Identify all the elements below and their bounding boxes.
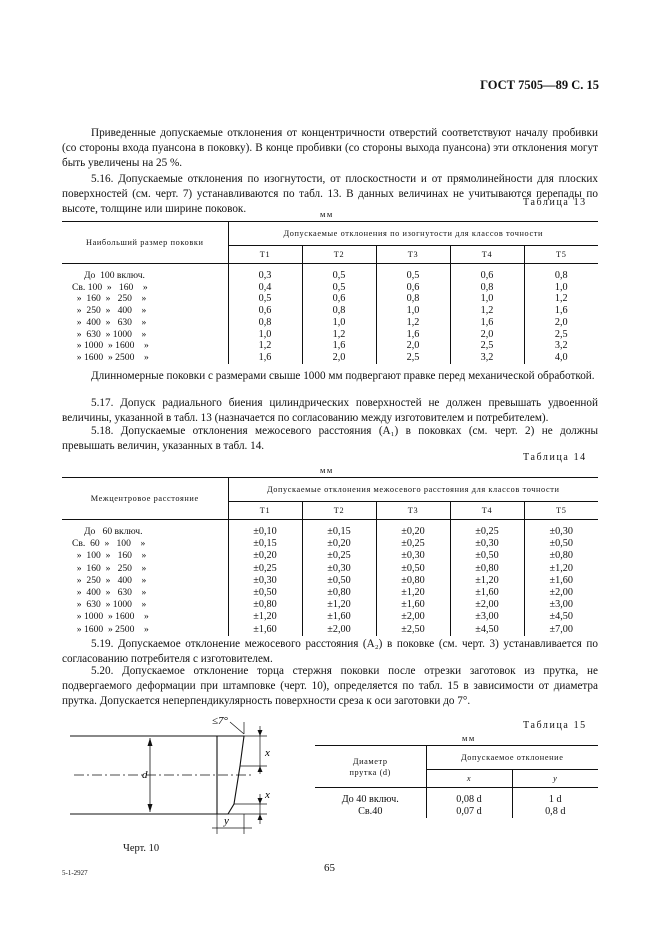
value-cell: 2,0 [524, 317, 598, 329]
value-cell: ±1,20 [228, 611, 302, 623]
value-cell: 0,5 [376, 264, 450, 282]
size-range-cell: До 60 включ. [72, 526, 143, 537]
value-cell: ±0,50 [228, 587, 302, 599]
table-15-y-header: y [512, 770, 598, 788]
value-cell: ±1,20 [376, 587, 450, 599]
value-cell: 1 d [512, 788, 598, 807]
table-13-class-header: Т5 [524, 246, 598, 264]
value-cell: ±0,30 [524, 520, 598, 539]
table-row [62, 550, 598, 562]
size-range-cell: » 630 » 1000 » [72, 328, 147, 340]
diameter-cell: До 40 включ. [341, 794, 399, 805]
table-row [62, 305, 598, 317]
value-cell: ±1,60 [302, 611, 376, 623]
size-range-cell: » 400 » 630 » [72, 316, 147, 328]
value-cell: 1,2 [524, 293, 598, 305]
value-cell: 1,6 [524, 305, 598, 317]
value-cell: 2,0 [302, 352, 376, 364]
size-range-cell: Св. 100 » 160 » [72, 281, 148, 293]
value-cell: ±2,00 [524, 587, 598, 599]
size-range-cell: » 250 » 400 » [72, 574, 147, 586]
paragraph-5-20: 5.20. Допускаемое отклонение торца стержня поковки после отрезки заготовок из прутка, не подвергаемого деформации при штамповке (черт. 10), определяется по табл. 15 в зависимости от диаметра прутка. Допускается неперпендикулярность поверхности среза к оси заготовки до 7°. [62, 665, 598, 707]
value-cell: ±0,15 [302, 520, 376, 539]
size-range-cell: » 160 » 250 » [72, 562, 147, 574]
value-cell: ±1,20 [524, 563, 598, 575]
value-cell: 0,5 [302, 264, 376, 282]
value-cell: ±0,20 [376, 520, 450, 539]
value-cell: 1,2 [376, 317, 450, 329]
value-cell: ±3,00 [450, 611, 524, 623]
table-15-col0-line1: Диаметр [352, 756, 388, 766]
value-cell: ±0,10 [228, 520, 302, 539]
dimension-y-label: y [224, 815, 229, 827]
value-cell: 1,0 [524, 282, 598, 294]
value-cell: ±0,80 [302, 587, 376, 599]
value-cell: ±0,50 [302, 575, 376, 587]
value-cell: 0,8 [228, 317, 302, 329]
page-number: 65 [324, 862, 335, 874]
value-cell: ±2,00 [302, 624, 376, 636]
value-cell: 1,6 [228, 352, 302, 364]
paragraph-5-18: 5.18. Допускаемые отклонения межосевого расстояния (A₁) в поковках (см. черт. 2) не должны превышать величин, указанных в табл. 14. [62, 425, 598, 452]
value-cell: ±0,20 [228, 550, 302, 562]
size-range-cell: » 1600 » 2500 » [72, 623, 149, 635]
value-cell: 0,5 [228, 293, 302, 305]
value-cell: ±0,80 [228, 599, 302, 611]
value-cell: 0,3 [228, 264, 302, 282]
table-row [62, 611, 598, 623]
value-cell: ±0,30 [228, 575, 302, 587]
value-cell: ±1,60 [228, 624, 302, 636]
paragraph-5-16: 5.16. Допускаемые отклонения по изогнутости, от плоскостности и от прямолинейности для плоских поверхностей (см. черт. 7) устанавливаются по табл. 13. В данных величинах не учитываются перепады по высоте, толщине или ширине поковок. [62, 173, 598, 215]
value-cell: 2,0 [376, 340, 450, 352]
table-15-x-header: x [426, 770, 512, 788]
value-cell: ±2,00 [450, 599, 524, 611]
value-cell: ±2,50 [376, 624, 450, 636]
value-cell: ±2,00 [376, 611, 450, 623]
table-row [62, 293, 598, 305]
table-13-col0-header: Наибольший размер поковки [85, 238, 204, 247]
table-row [62, 624, 598, 636]
table-row [62, 587, 598, 599]
size-range-cell: До 100 включ. [72, 270, 145, 281]
value-cell: ±1,60 [524, 575, 598, 587]
table-13-group-header: Допускаемые отклонения по изогнутости для классов точности [228, 222, 598, 246]
table-14-class-header: Т2 [302, 502, 376, 520]
table-14-class-header: Т1 [228, 502, 302, 520]
figure-10-drawing [62, 706, 292, 841]
dimension-d-label: d [142, 769, 148, 781]
value-cell: 1,6 [450, 317, 524, 329]
table-row [62, 599, 598, 611]
value-cell: ±0,25 [302, 550, 376, 562]
table-row [62, 329, 598, 341]
value-cell: ±1,20 [450, 575, 524, 587]
value-cell: ±0,80 [524, 550, 598, 562]
dimension-x-bottom-label: x [265, 789, 270, 801]
table-13-class-header: Т3 [376, 246, 450, 264]
value-cell: 0,07 d [426, 806, 512, 818]
table-13-caption: Таблица 13 [523, 197, 587, 208]
table-15-col0-line2: прутка (d) [349, 767, 392, 777]
table-13-class-header: Т1 [228, 246, 302, 264]
value-cell: 1,2 [228, 340, 302, 352]
size-range-cell: » 400 » 630 » [72, 587, 147, 599]
table-15-group-header: Допускаемое отклонение [426, 746, 598, 770]
table-row [62, 538, 598, 550]
value-cell: 0,4 [228, 282, 302, 294]
table-row [62, 317, 598, 329]
value-cell: 0,8 [376, 293, 450, 305]
size-range-cell: » 160 » 250 » [72, 293, 147, 305]
value-cell: 0,8 d [512, 806, 598, 818]
table-15 [315, 745, 598, 818]
figure-10-caption: Черт. 10 [123, 843, 160, 854]
value-cell: ±0,30 [450, 538, 524, 550]
value-cell: ±1,20 [302, 599, 376, 611]
table-row [62, 282, 598, 294]
paragraph-concentricity: Приведенные допускаемые отклонения от концентричности отверстий соответствуют началу пробивки (со стороны входа пуансона в поковку). В конце пробивки (со стороны выхода пуансона) эти отклонения могут быть увеличены на 25 %. [62, 127, 598, 169]
table-15-unit: мм [462, 733, 476, 743]
value-cell: 0,6 [376, 282, 450, 294]
table-14-class-header: Т3 [376, 502, 450, 520]
table-15-caption: Таблица 15 [523, 720, 587, 731]
angle-label: ≤7° [212, 715, 228, 727]
value-cell: ±0,50 [524, 538, 598, 550]
table-13-class-header: Т2 [302, 246, 376, 264]
value-cell: 0,5 [302, 282, 376, 294]
table-row [62, 352, 598, 364]
value-cell: ±0,25 [228, 563, 302, 575]
table-14-unit: мм [320, 465, 334, 475]
value-cell: 0,6 [450, 264, 524, 282]
size-range-cell: » 1000 » 1600 » [72, 340, 149, 352]
value-cell: ±4,50 [450, 624, 524, 636]
table-15-col0-header [315, 746, 426, 788]
page-header: ГОСТ 7505—89 С. 15 [480, 78, 599, 92]
value-cell: 1,6 [376, 329, 450, 341]
value-cell: 1,6 [302, 340, 376, 352]
table-13-class-header: Т4 [450, 246, 524, 264]
diameter-cell: Св.40 [358, 806, 383, 817]
table-row [62, 264, 598, 282]
value-cell: 2,5 [376, 352, 450, 364]
table-row [62, 520, 598, 539]
value-cell: 0,8 [524, 264, 598, 282]
table-row [62, 563, 598, 575]
value-cell: 0,8 [450, 282, 524, 294]
value-cell: ±0,50 [376, 563, 450, 575]
value-cell: 1,0 [450, 293, 524, 305]
value-cell: 1,0 [302, 317, 376, 329]
paragraph-5-17: 5.17. Допуск радиального биения цилиндрических поверхностей не должен превышать удвоенной величины, указанной в табл. 13 (назначается по согласованию между изготовителем и потребителем). [62, 397, 598, 424]
value-cell: 0,6 [302, 293, 376, 305]
table-row [62, 340, 598, 352]
table-row [315, 806, 598, 818]
value-cell: ±3,00 [524, 599, 598, 611]
table-14-group-header: Допускаемые отклонения межосевого расстояния для классов точности [228, 478, 598, 502]
value-cell: ±0,25 [450, 520, 524, 539]
value-cell: 2,5 [524, 329, 598, 341]
table-14-class-header: Т4 [450, 502, 524, 520]
value-cell: 1,0 [228, 329, 302, 341]
value-cell: ±0,50 [450, 550, 524, 562]
value-cell: ±0,30 [302, 563, 376, 575]
value-cell: 1,2 [302, 329, 376, 341]
size-range-cell: » 1000 » 1600 » [72, 611, 149, 623]
value-cell: 1,2 [450, 305, 524, 317]
table-14-caption: Таблица 14 [523, 452, 587, 463]
value-cell: 3,2 [524, 340, 598, 352]
table-14 [62, 477, 598, 636]
size-range-cell: » 100 » 160 » [72, 550, 147, 562]
value-cell: ±0,25 [376, 538, 450, 550]
table-13-unit: мм [320, 209, 334, 219]
value-cell: 2,0 [450, 329, 524, 341]
value-cell: 1,0 [376, 305, 450, 317]
size-range-cell: » 250 » 400 » [72, 305, 147, 317]
value-cell: ±1,60 [450, 587, 524, 599]
value-cell: 3,2 [450, 352, 524, 364]
table-13 [62, 221, 598, 364]
table-row [62, 575, 598, 587]
value-cell: ±0,80 [376, 575, 450, 587]
paragraph-5-19: 5.19. Допускаемое отклонение межосевого расстояния (A₂) в поковке (см. черт. 3) устанавливается по согласованию потребителя с изготовителем. [62, 638, 598, 665]
dimension-x-top-label: x [265, 747, 270, 759]
value-cell: ±0,80 [450, 563, 524, 575]
size-range-cell: Св. 60 » 100 » [72, 538, 146, 550]
value-cell: 0,8 [302, 305, 376, 317]
value-cell: 2,5 [450, 340, 524, 352]
paragraph-long-forgings: Длинномерные поковки с размерами свыше 1000 мм подвергают правке перед механической обработкой. [91, 370, 595, 382]
table-14-class-header: Т5 [524, 502, 598, 520]
value-cell: 4,0 [524, 352, 598, 364]
size-range-cell: » 630 » 1000 » [72, 599, 147, 611]
value-cell: 0,6 [228, 305, 302, 317]
size-range-cell: » 1600 » 2500 » [72, 351, 149, 363]
value-cell: ±0,15 [228, 538, 302, 550]
value-cell: 0,08 d [426, 788, 512, 807]
value-cell: ±1,60 [376, 599, 450, 611]
value-cell: ±4,50 [524, 611, 598, 623]
table-row [315, 788, 598, 807]
value-cell: ±0,30 [376, 550, 450, 562]
value-cell: ±0,20 [302, 538, 376, 550]
value-cell: ±7,00 [524, 624, 598, 636]
print-code: 5-1-2927 [62, 869, 88, 877]
table-14-col0-header: Межцентровое расстояние [90, 494, 199, 503]
